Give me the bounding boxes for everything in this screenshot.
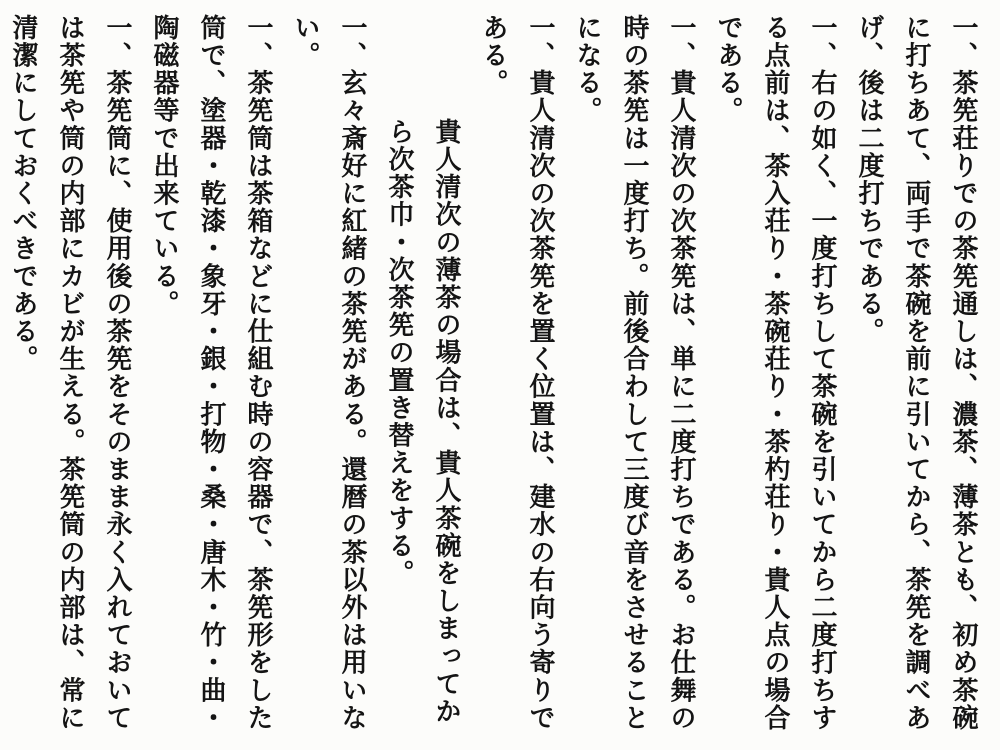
paragraph-text: 右の如く、一度打ちして茶碗を引いてから二度打ちする点前は、茶入荘り・茶碗荘り・茶杓荘り・貴人点の場合である。 <box>713 14 837 732</box>
item-mark: 一、 <box>666 14 696 70</box>
paragraph-text: 玄々斎好に紅緒の茶筅がある。還暦の茶以外は用いない。 <box>290 14 367 732</box>
item-mark: 一、 <box>102 14 132 70</box>
paragraph-1 <box>845 14 986 736</box>
paragraph-text: 茶筅筒は茶箱などに仕組む時の容器で、茶筅形をした筒で、塗器・乾漆・象牙・銀・打物・桑・唐木・竹・曲・陶磁器等で出来ている。 <box>149 14 273 732</box>
paragraph-4 <box>469 14 563 736</box>
paragraph-8 <box>0 14 140 736</box>
paragraph-6 <box>281 14 375 736</box>
paragraph-2 <box>704 14 845 736</box>
paragraph-text: 貴人清次の次茶筅は、単に二度打ちである。お仕舞の時の茶筅は一度打ち。前後合わして三度び音をさせることになる。 <box>572 14 696 732</box>
item-mark: 一、 <box>525 14 555 70</box>
paragraph-5 <box>375 14 469 736</box>
paragraph-text: 茶筅筒に、使用後の茶筅をそのまま永く入れておいては茶筅や筒の内部にカビが生える。茶筅筒の内部は、常に清潔にしておくべきである。 <box>8 14 132 732</box>
item-mark: 一、 <box>337 14 367 70</box>
item-mark: 一、 <box>807 14 837 70</box>
paragraph-7 <box>140 14 281 736</box>
paragraph-text: 茶筅荘りでの茶筅通しは、濃茶、薄茶とも、初め茶碗に打ちあて、両手で茶碗を前に引いてから、茶筅を調べあげ、後は二度打ちである。 <box>854 14 978 732</box>
paragraph-text: 貴人清次の次茶筅を置く位置は、建水の右向う寄りである。 <box>478 14 555 732</box>
vertical-text-body <box>8 14 986 736</box>
item-mark: 一、 <box>243 14 273 70</box>
paragraph-3 <box>563 14 704 736</box>
item-mark: 一、 <box>948 14 978 70</box>
paragraph-text: 貴人清次の薄茶の場合は、貴人茶碗をしまってから次茶巾・次茶筅の置き替えをする。 <box>384 118 461 726</box>
